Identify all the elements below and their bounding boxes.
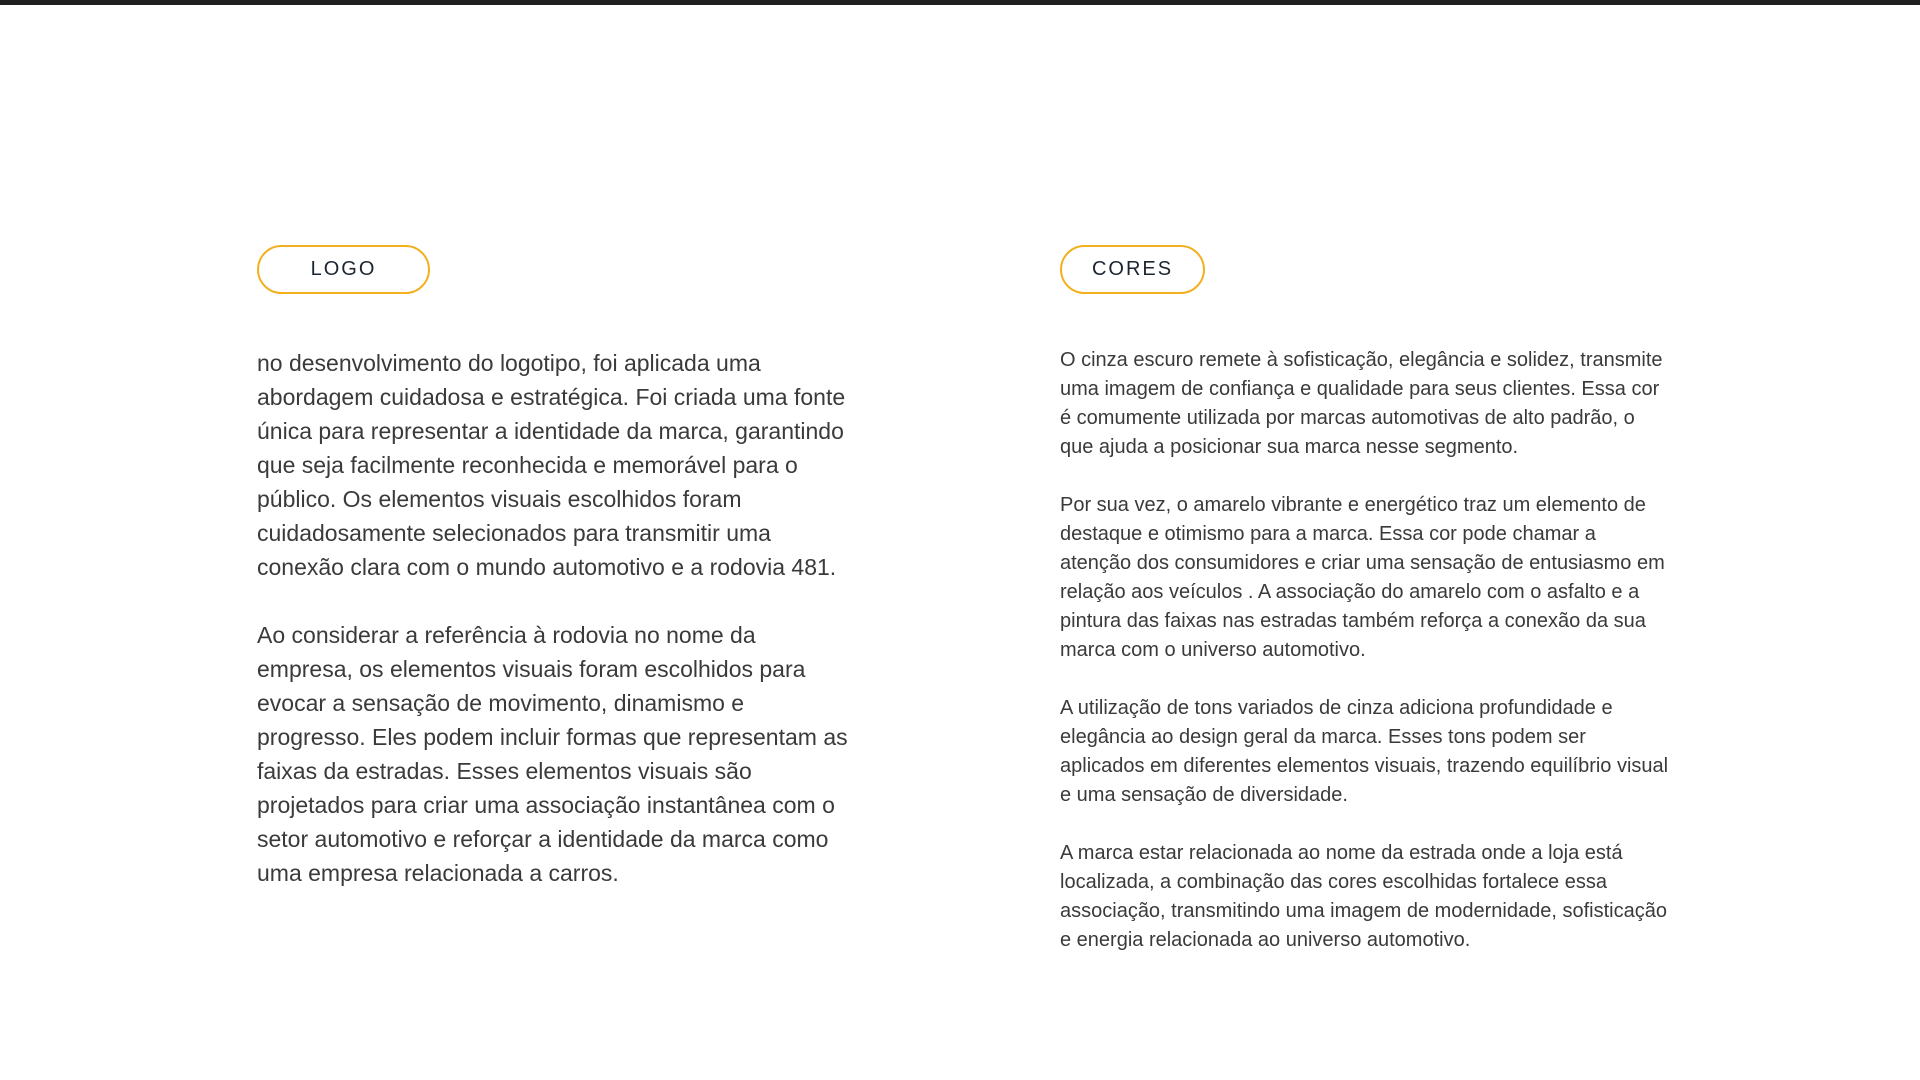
top-bar bbox=[0, 0, 1920, 5]
colors-paragraph-3: A utilização de tons variados de cinza adiciona profundidade e elegância ao design geral da marca. Esses tons podem ser aplicados em diferentes elementos visuais, trazendo equilíbrio visual e uma sensação de diversidade. bbox=[1060, 697, 1669, 806]
colors-paragraph-4: A marca estar relacionada ao nome da estrada onde a loja está localizada, a combinação das cores escolhidas fortalece essa associação, transmitindo uma imagem de modernidade, sofisticação e energia relacionada ao universo automotivo. bbox=[1060, 842, 1667, 951]
colors-section bbox=[1060, 245, 1670, 984]
logo-paragraph-2: Ao considerar a referência à rodovia no nome da empresa, os elementos visuais foram escolhidos para evocar a sensação de movimento, dinamismo e progresso. Eles podem incluir formas que representam as faixas da estradas. Esses elementos visuais são projetados para criar uma associação instantânea com o setor automotivo e reforçar a identidade da marca como uma empresa relacionada a carros. bbox=[257, 622, 848, 886]
logo-section bbox=[257, 245, 857, 924]
logo-heading-badge: LOGO bbox=[257, 245, 430, 294]
colors-body bbox=[1060, 346, 1670, 955]
colors-heading-badge: CORES bbox=[1060, 245, 1205, 294]
colors-paragraph-1: O cinza escuro remete à sofisticação, elegância e solidez, transmite uma imagem de confiança e qualidade para seus clientes. Essa cor é comumente utilizada por marcas automotivas de alto padrão, o que ajuda a posicionar sua marca nesse segmento. bbox=[1060, 349, 1663, 458]
logo-paragraph-1: no desenvolvimento do logotipo, foi aplicada uma abordagem cuidadosa e estratégica. Foi criada uma fonte única para representar a identidade da marca, garantindo que seja facilmente reconhecida e memorável para o público. Os elementos visuais escolhidos foram cuidadosamente selecionados para transmitir uma conexão clara com o mundo automotivo e a rodovia 481. bbox=[257, 350, 846, 580]
colors-paragraph-2: Por sua vez, o amarelo vibrante e energético traz um elemento de destaque e otimismo para a marca. Essa cor pode chamar a atenção dos consumidores e criar uma sensação de entusiasmo em relação aos veículos . A associação do amarelo com o asfalto e a pintura das faixas nas estradas também reforça a conexão da sua marca com o universo automotivo. bbox=[1060, 494, 1665, 661]
logo-body bbox=[257, 346, 857, 890]
